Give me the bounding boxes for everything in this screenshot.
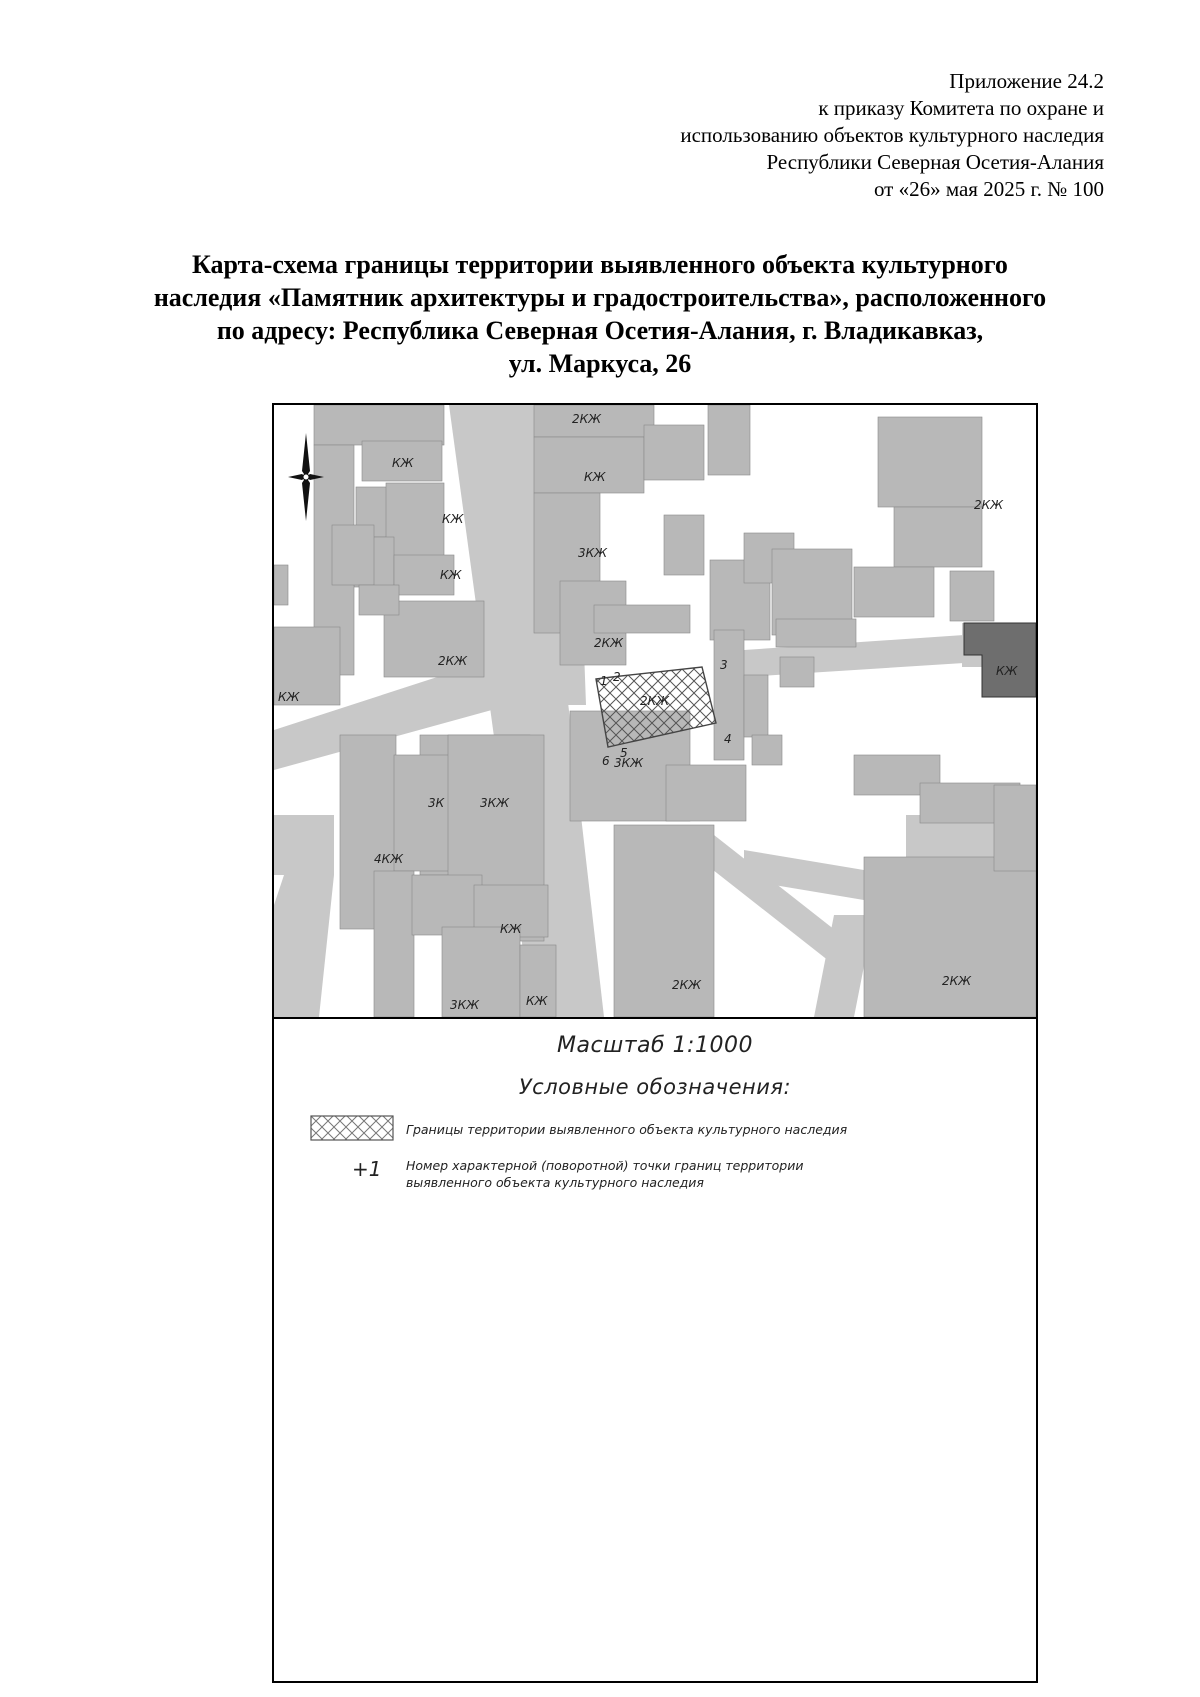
- left-road-patch: [274, 815, 334, 875]
- building-label: КЖ: [500, 922, 522, 936]
- building: [274, 565, 288, 605]
- appendix-line: Приложение 24.2: [949, 69, 1104, 93]
- point-symbol-icon: +1: [352, 1157, 382, 1181]
- building: [950, 571, 994, 621]
- building-label: 2КЖ: [640, 694, 670, 708]
- building: [359, 585, 399, 615]
- building: [776, 619, 856, 647]
- building: [534, 437, 644, 493]
- boundary-point-label: 3: [720, 658, 728, 672]
- building-label: КЖ: [278, 690, 300, 704]
- building: [708, 405, 750, 475]
- legend-item-text: выявленного объекта культурного наследия: [406, 1175, 704, 1190]
- boundary-point-label: 5: [620, 746, 628, 760]
- building: [664, 515, 704, 575]
- legend-item-text: Границы территории выявленного объекта культурного наследия: [406, 1122, 848, 1137]
- building-label: КЖ: [392, 456, 414, 470]
- boundary-point-label: 2: [613, 670, 621, 684]
- map-area: [274, 405, 1036, 1019]
- building: [780, 657, 814, 687]
- boundary-point-label: 4: [724, 732, 732, 746]
- building: [314, 405, 444, 445]
- legend-item-text: Номер характерной (поворотной) точки границ территории: [406, 1158, 804, 1173]
- building-label: 2КЖ: [438, 654, 468, 668]
- building: [864, 857, 1036, 1017]
- building-label: 3КЖ: [578, 546, 608, 560]
- building-label: 2КЖ: [594, 636, 624, 650]
- title-line: наследия «Памятник архитектуры и градостроительства», расположенного: [153, 283, 1047, 312]
- building-label: 3К: [428, 796, 445, 810]
- document-title: [90, 248, 1110, 380]
- building-label: 2КЖ: [942, 974, 972, 988]
- boundary-point-label: 6: [602, 754, 610, 768]
- site-map: [274, 405, 1036, 1017]
- building: [744, 675, 768, 737]
- appendix-line: Республики Северная Осетия-Алания: [766, 150, 1104, 174]
- building: [854, 567, 934, 617]
- building-label: КЖ: [442, 512, 464, 526]
- building: [666, 765, 746, 821]
- building: [878, 417, 982, 507]
- building: [644, 425, 704, 480]
- building-label: КЖ: [996, 664, 1018, 678]
- building: [412, 875, 482, 935]
- appendix-line: от «26» мая 2025 г. № 100: [873, 177, 1104, 201]
- title-line: Карта-схема границы территории выявленного объекта культурного: [192, 250, 1008, 279]
- building: [332, 525, 374, 585]
- appendix-block: [404, 68, 1104, 203]
- building-label: 2КЖ: [572, 412, 602, 426]
- building-label: 3КЖ: [480, 796, 510, 810]
- building: [752, 735, 782, 765]
- building: [374, 871, 414, 1017]
- building-label: КЖ: [440, 568, 462, 582]
- building: [994, 785, 1036, 871]
- map-frame: [272, 403, 1038, 1683]
- appendix-line: использованию объектов культурного наследия: [680, 123, 1104, 147]
- building-label: 2КЖ: [974, 498, 1004, 512]
- building-label: КЖ: [526, 994, 548, 1008]
- building-label: КЖ: [584, 470, 606, 484]
- legend-heading: Условные обозначения:: [518, 1075, 792, 1099]
- hatch-swatch-icon: [310, 1115, 394, 1141]
- map-scale: Масштаб 1:1000: [557, 1033, 753, 1058]
- building: [894, 507, 982, 567]
- boundary-point-label: 1: [600, 674, 608, 688]
- appendix-line: к приказу Комитета по охране и: [818, 96, 1104, 120]
- building-label: 2КЖ: [672, 978, 702, 992]
- building: [594, 605, 690, 633]
- building-label: 4КЖ: [374, 852, 404, 866]
- title-line: по адресу: Республика Северная Осетия-Алания, г. Владикавказ,: [216, 316, 984, 345]
- title-line: ул. Маркуса, 26: [508, 349, 692, 378]
- left-lower-road: [274, 875, 334, 1017]
- building-label: 3КЖ: [450, 998, 480, 1012]
- building-label: 3КЖ: [614, 756, 644, 770]
